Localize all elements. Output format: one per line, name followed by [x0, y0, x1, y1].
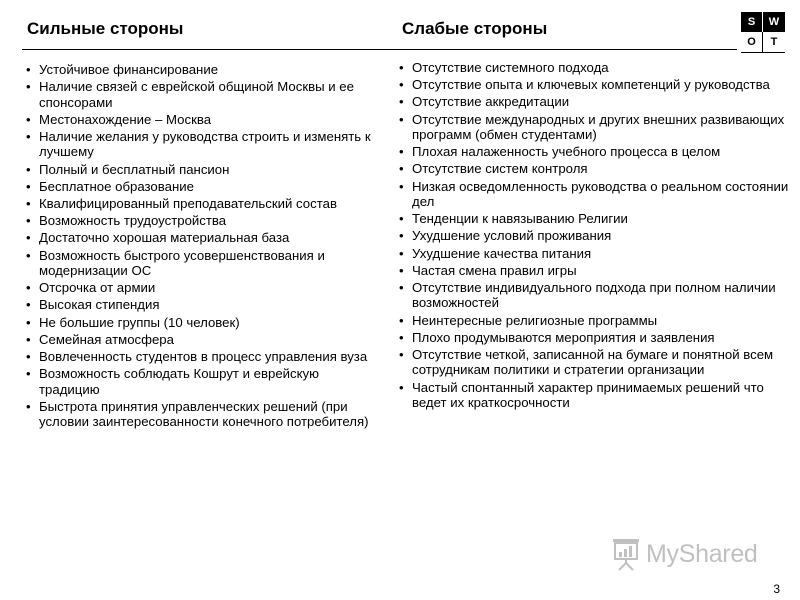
strength-item: • Возможность быстрого усовершенствования и модернизации ОС: [26, 248, 371, 279]
weakness-item: • Отсутствие международных и других внешних развивающих программ (обмен студентами): [399, 112, 789, 143]
swot-logo: [741, 12, 785, 52]
weakness-item: • Ухудшение качества питания: [399, 246, 789, 261]
strength-item: • Полный и бесплатный пансион: [26, 162, 371, 177]
weakness-item: • Отсутствие опыта и ключевых компетенций у руководства: [399, 77, 789, 92]
strength-item: • Отсрочка от армии: [26, 280, 371, 295]
weakness-item: • Отсутствие четкой, записанной на бумаге и понятной всем сотрудникам политики и стратегии организации: [399, 347, 789, 378]
weakness-item: • Частый спонтанный характер принимаемых решений что ведет их краткосрочности: [399, 380, 789, 411]
weakness-item: • Отсутствие индивидуального подхода при полном наличии возможностей: [399, 280, 789, 311]
swot-t: T: [763, 32, 785, 53]
weakness-item: • Отсутствие системного подхода: [399, 60, 789, 75]
weaknesses-list: [399, 60, 789, 412]
strength-item: • Семейная атмосфера: [26, 332, 371, 347]
weakness-item: • Неинтересные религиозные программы: [399, 313, 789, 328]
swot-w: W: [763, 12, 785, 32]
strength-item: • Бесплатное образование: [26, 179, 371, 194]
strength-item: • Наличие связей с еврейской общиной Москвы и ее спонсорами: [26, 79, 371, 110]
strength-item: • Не большие группы (10 человек): [26, 315, 371, 330]
strength-item: • Высокая стипендия: [26, 297, 371, 312]
watermark-logo: [612, 536, 764, 572]
watermark-text: MyShared: [646, 540, 758, 568]
strengths-list: [26, 62, 371, 431]
strength-item: • Быстрота принятия управленческих решений (при условии заинтересованности конечного потребителя): [26, 399, 371, 430]
strength-item: • Возможность трудоустройства: [26, 213, 371, 228]
weakness-item: • Низкая осведомленность руководства о реальном состоянии дел: [399, 179, 789, 210]
weakness-item: • Отсутствие аккредитации: [399, 94, 789, 109]
swot-s: S: [741, 12, 763, 32]
weakness-item: • Тенденции к навязыванию Религии: [399, 211, 789, 226]
weaknesses-heading: Слабые стороны: [402, 19, 548, 38]
weakness-item: • Частая смена правил игры: [399, 263, 789, 278]
strength-item: • Устойчивое финансирование: [26, 62, 371, 77]
weakness-item: • Плохо продумываются мероприятия и заявления: [399, 330, 789, 345]
weakness-item: • Отсутствие систем контроля: [399, 161, 789, 176]
strength-item: • Вовлеченность студентов в процесс управления вуза: [26, 349, 371, 364]
strength-item: • Наличие желания у руководства строить и изменять к лучшему: [26, 129, 371, 160]
weakness-item: • Ухудшение условий проживания: [399, 228, 789, 243]
strength-item: • Достаточно хорошая материальная база: [26, 230, 371, 245]
strengths-heading: Сильные стороны: [27, 19, 184, 38]
weakness-item: • Плохая налаженность учебного процесса в целом: [399, 144, 789, 159]
strength-item: • Квалифицированный преподавательский состав: [26, 196, 371, 211]
heading-divider: [22, 49, 737, 50]
strength-item: • Возможность соблюдать Кошрут и еврейскую традицию: [26, 366, 371, 397]
page-number: 3: [773, 582, 780, 596]
presentation-board-icon: [612, 537, 640, 571]
swot-o: O: [741, 32, 763, 53]
strength-item: • Местонахождение – Москва: [26, 112, 371, 127]
